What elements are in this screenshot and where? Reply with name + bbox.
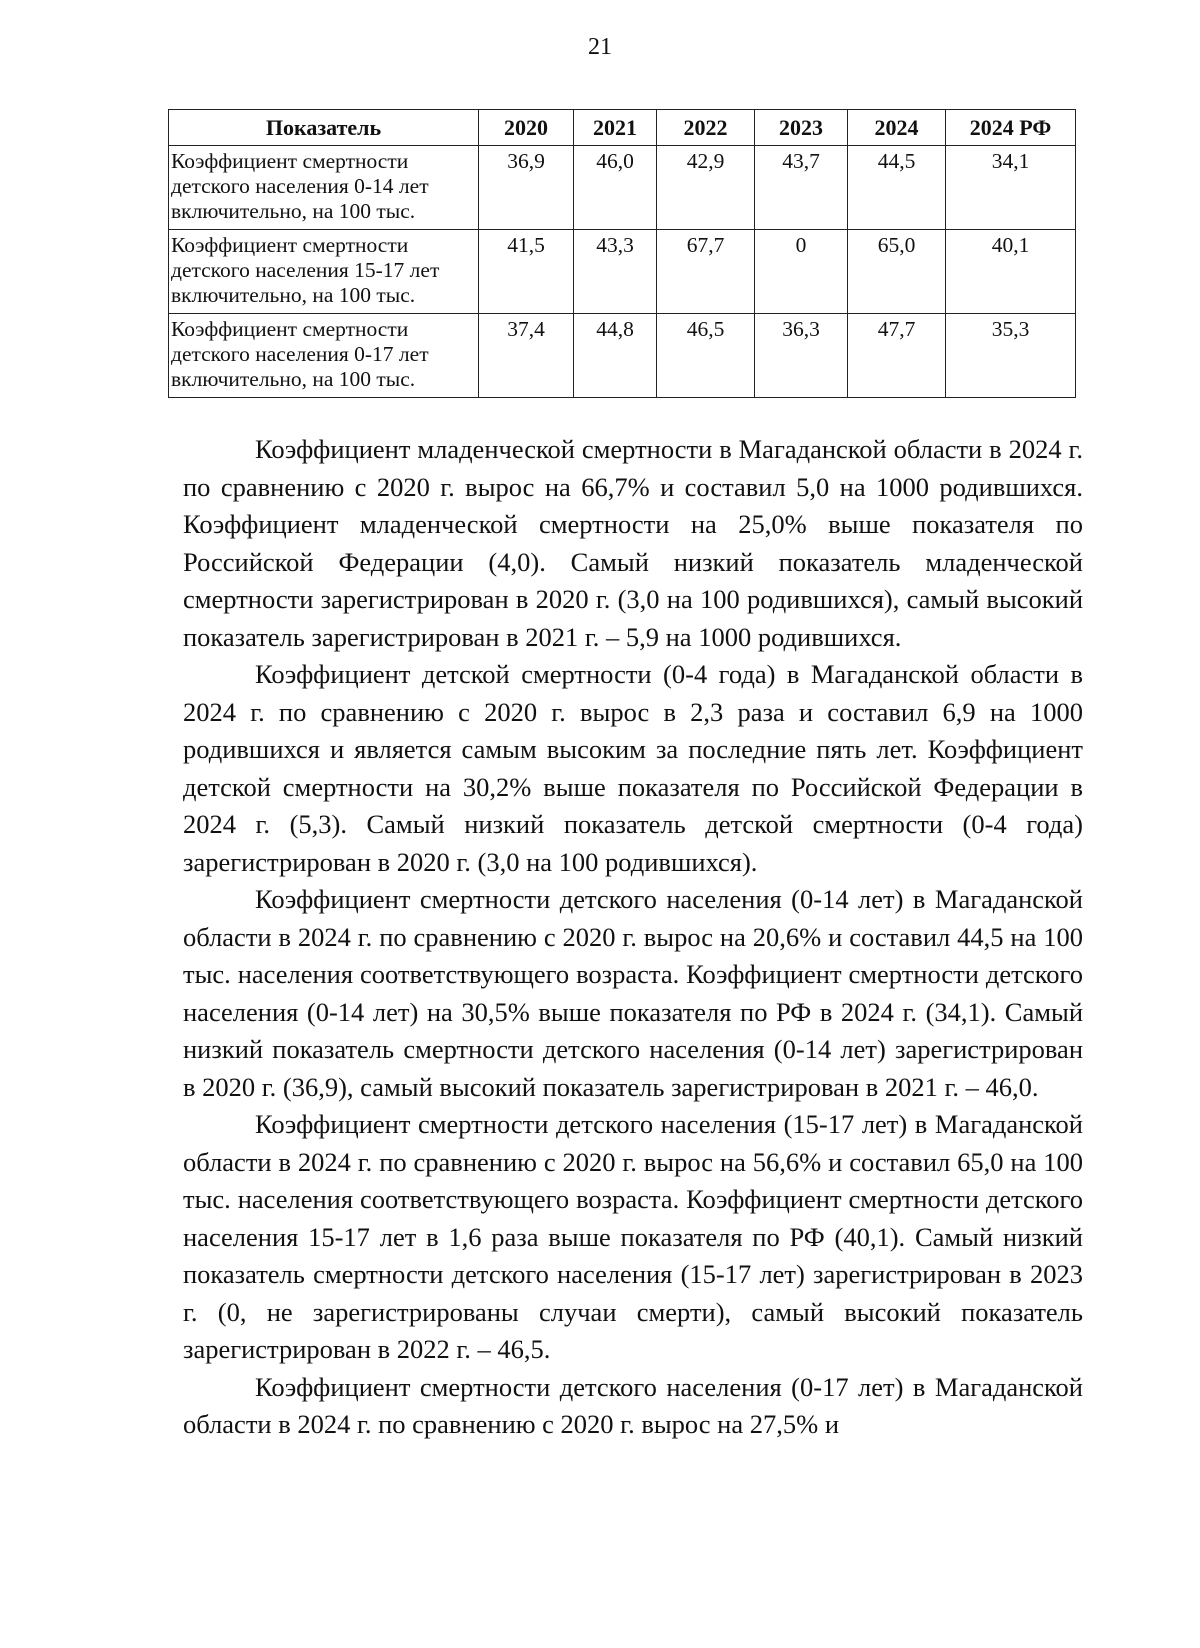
cell-value: 65,0 <box>848 230 946 314</box>
table-row <box>169 230 1076 314</box>
cell-value: 43,3 <box>574 230 657 314</box>
cell-value: 67,7 <box>657 230 755 314</box>
cell-value: 47,7 <box>848 314 946 398</box>
row-label-line: включительно, на 100 тыс. <box>171 283 416 307</box>
mortality-table <box>168 109 1076 398</box>
paragraph-infant-mortality: Коэффициент младенческой смертности в Магаданской области в 2024 г. по сравнению с 2020 г. вырос на 66,7% и составил 5,0 на 1000 родившихся. Коэффициент младенческой смертности на 25,0% выше показателя по Российской Федерации (4,0). Самый низкий показатель младенческой смертности зарегистрирован в 2020 г. (3,0 на 100 родившихся), самый высокий показатель зарегистрирован в 2021 г. – 5,9 на 1000 родившихся. <box>183 434 1083 652</box>
cell-value: 40,1 <box>946 230 1076 314</box>
row-label-line: Коэффициент смертности <box>171 149 409 173</box>
header-2023: 2023 <box>755 110 848 146</box>
row-label-line: Коэффициент смертности <box>171 233 409 257</box>
body-text <box>183 431 1083 1444</box>
cell-value: 35,3 <box>946 314 1076 398</box>
header-2024-rf: 2024 РФ <box>946 110 1076 146</box>
cell-value: 46,5 <box>657 314 755 398</box>
row-label-line: Коэффициент смертности <box>171 317 409 341</box>
cell-value: 36,9 <box>479 146 574 230</box>
cell-value: 42,9 <box>657 146 755 230</box>
row-label-line: включительно, на 100 тыс. <box>171 367 416 391</box>
row-label <box>169 230 479 314</box>
cell-value: 44,8 <box>574 314 657 398</box>
header-2020: 2020 <box>479 110 574 146</box>
header-2022: 2022 <box>657 110 755 146</box>
paragraph-child-mortality-0-4: Коэффициент детской смертности (0-4 года) в Магаданской области в 2024 г. по сравнению с 2020 г. вырос в 2,3 раза и составил 6,9 на 1000 родившихся и является самым высоким за последние пять лет. Коэффициент детской смертности на 30,2% выше показателя по Российской Федерации в 2024 г. (5,3). Самый низкий показатель детской смертности (0-4 года) зарегистрирован в 2020 г. (3,0 на 100 родившихся). <box>183 659 1083 877</box>
cell-value: 43,7 <box>755 146 848 230</box>
header-indicator: Показатель <box>169 110 479 146</box>
cell-value: 34,1 <box>946 146 1076 230</box>
page-number: 21 <box>588 34 612 60</box>
table-header-row <box>169 110 1076 146</box>
cell-value: 36,3 <box>755 314 848 398</box>
row-label <box>169 146 479 230</box>
header-2021: 2021 <box>574 110 657 146</box>
cell-value: 37,4 <box>479 314 574 398</box>
table-row <box>169 146 1076 230</box>
cell-value: 0 <box>755 230 848 314</box>
row-label-line: детского населения 15-17 лет <box>171 258 440 282</box>
header-2024: 2024 <box>848 110 946 146</box>
paragraph-mortality-0-14: Коэффициент смертности детского населения (0-14 лет) в Магаданской области в 2024 г. по сравнению с 2020 г. вырос на 20,6% и составил 44,5 на 100 тыс. населения соответствующего возраста. Коэффициент смертности детского населения (0-14 лет) на 30,5% выше показателя по РФ в 2024 г. (34,1). Самый низкий показатель смертности детского населения (0-14 лет) зарегистрирован в 2020 г. (36,9), самый высокий показатель зарегистрирован в 2021 г. – 46,0. <box>183 884 1083 1102</box>
cell-value: 46,0 <box>574 146 657 230</box>
cell-value: 44,5 <box>848 146 946 230</box>
row-label-line: детского населения 0-14 лет <box>171 174 429 198</box>
row-label-line: детского населения 0-17 лет <box>171 342 429 366</box>
paragraph-mortality-0-17: Коэффициент смертности детского населения (0-17 лет) в Магаданской области в 2024 г. по сравнению с 2020 г. вырос на 27,5% и <box>183 1371 1083 1439</box>
row-label <box>169 314 479 398</box>
cell-value: 41,5 <box>479 230 574 314</box>
row-label-line: включительно, на 100 тыс. <box>171 199 416 223</box>
paragraph-mortality-15-17: Коэффициент смертности детского населения (15-17 лет) в Магаданской области в 2024 г. по сравнению с 2020 г. вырос на 56,6% и составил 65,0 на 100 тыс. населения соответствующего возраста. Коэффициент смертности детского населения 15-17 лет в 1,6 раза выше показателя по РФ (40,1). Самый низкий показатель смертности детского населения (15-17 лет) зарегистрирован в 2023 г. (0, не зарегистрированы случаи смерти), самый высокий показатель зарегистрирован в 2022 г. – 46,5. <box>183 1109 1083 1364</box>
table-row <box>169 314 1076 398</box>
